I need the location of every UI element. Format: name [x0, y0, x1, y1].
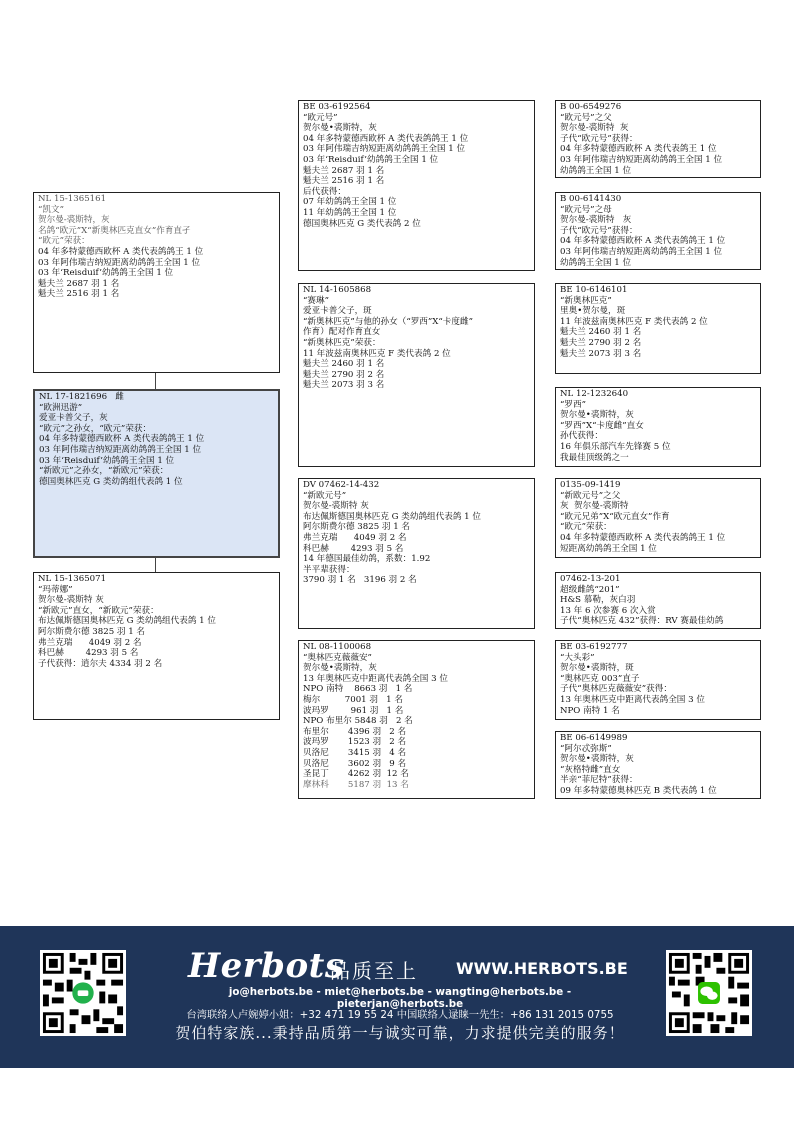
- dd-line-9: 布里尔 4396 羽 2 名: [303, 726, 407, 737]
- sds-line-7: 魁夫兰 2073 羽 3 名: [560, 348, 642, 359]
- sire-line-7: 03 年阿伟瑞吉纳短距离幼鸽鸽王全国 1 位: [38, 257, 201, 268]
- sss-line-5: 04 年多特蒙德西欧杯 A 类代表鸽王 1 位: [560, 144, 717, 155]
- ds-line-6: 弗兰克瑞 4049 羽 2 名: [303, 532, 407, 543]
- qr-code-right-icon: [666, 950, 752, 1036]
- dam-dam-card: [298, 640, 535, 799]
- sire-line-6: 04 年多特蒙德西欧杯 A 类代表鸽鸽王 1 位: [38, 246, 204, 257]
- sd-line-10: 魁夫兰 2073 羽 3 名: [303, 380, 385, 391]
- dd-line-11: 贝洛尼 3415 羽 4 名: [303, 747, 407, 758]
- ds-line-7: 科巴赫 4293 羽 5 名: [303, 543, 404, 554]
- subject-line-6: 03 年阿伟瑞吉纳短距离幼鸽鸽王全国 1 位: [39, 444, 202, 455]
- ddd-line-4: “灰格特雌”直女: [560, 764, 621, 775]
- dam-line-3: 贺尔曼-裘斯特 灰: [38, 595, 104, 606]
- dss-line-4: “欧元兄弟”X“欧元直女”作育: [560, 511, 670, 522]
- ss-line-4: 04 年多特蒙德西欧杯 A 类代表鸽鸽王 1 位: [303, 133, 469, 144]
- subject-line-4: “欧元”之孙女，“欧元”荣获：: [39, 423, 152, 434]
- sire-dam-sire-card: [555, 283, 761, 374]
- qr-code-right[interactable]: [666, 950, 752, 1036]
- subject-line-1: NL 17-1821696 雌: [39, 392, 124, 402]
- sire-line-10: 魁夫兰 2516 羽 1 名: [38, 289, 120, 300]
- sds-line-3: 里奥•贺尔曼，斑: [560, 306, 626, 317]
- ddd-line-3: 贺尔曼•裘斯特，灰: [560, 754, 634, 765]
- ddd-line-6: 09 年多特蒙德奥林匹克 B 类代表鸽 1 位: [560, 785, 717, 796]
- dam-line-9: 子代获得：逍尔夫 4334 羽 2 名: [38, 658, 163, 669]
- sd-line-4: “新奥林匹克”与他的孙女（“罗西”X“卡度雌”: [303, 316, 473, 327]
- sdd-line-1: NL 12-1232640: [560, 389, 629, 399]
- dam-dam-sire-card: [555, 640, 761, 720]
- ssd-line-7: 幼鸽鸽王全国 1 位: [560, 257, 632, 268]
- dsd-line-1: 07462-13-201: [560, 574, 621, 584]
- sss-line-6: 03 年阿伟瑞吉纳短距离幼鸽鸽王全国 1 位: [560, 154, 723, 165]
- ss-line-6: 03 年‘Reisduif’幼鸽鸽王全国 1 位: [303, 154, 439, 165]
- slogan-text: 品质至上: [330, 959, 418, 983]
- dam-sire-dam-card: [555, 572, 761, 629]
- dds-line-1: BE 03-6192777: [560, 642, 628, 652]
- sds-line-5: 魁夫兰 2460 羽 1 名: [560, 327, 642, 338]
- sd-line-3: 爱亚卡普父子，斑: [303, 306, 372, 317]
- dss-line-1: 0135-09-1419: [560, 480, 621, 490]
- dam-line-8: 科巴赫 4293 羽 5 名: [38, 648, 139, 659]
- dd-line-3: 贺尔曼•裘斯特，灰: [303, 663, 377, 674]
- ss-line-9: 后代获得：: [303, 186, 346, 197]
- phone-contacts: 台湾联络人卢婉婷小姐：+32 471 19 55 24 中国联络人逯睐一先生：+86 131 2015 0755: [186, 1009, 614, 1021]
- sd-line-2: “赛琳”: [303, 295, 329, 306]
- ds-line-9: 半平辈获得：: [303, 564, 355, 575]
- dss-line-3: 灰 贺尔曼-裘斯特: [560, 501, 629, 512]
- dd-line-10: 波玛罗 1523 羽 2 名: [303, 737, 407, 748]
- dds-line-6: 13 年奥林匹克中距离代表鸽全国 3 位: [560, 694, 705, 705]
- subject-line-8: “新欧元”之孙女，“新欧元”荣获：: [39, 466, 169, 477]
- ds-line-5: 阿尔斯费尔德 3825 羽 1 名: [303, 522, 411, 533]
- sdd-line-3: 贺尔曼•裘斯特，灰: [560, 410, 634, 421]
- dd-line-5: NPO 南特 8663 羽 1 名: [303, 684, 413, 695]
- ssd-line-2: “欧元号”之母: [560, 204, 612, 215]
- subject-pigeon-card: [33, 389, 280, 558]
- dam-sire-card: [298, 478, 535, 629]
- ss-line-2: “欧元号”: [303, 112, 338, 123]
- dss-line-6: 04 年多特蒙德西欧杯 A 类代表鸽鸽王 1 位: [560, 532, 726, 543]
- dds-line-7: NPO 南特 1 名: [560, 705, 620, 716]
- sss-line-7: 幼鸽鸽王全国 1 位: [560, 165, 632, 176]
- subject-line-5: 04 年多特蒙德西欧杯 A 类代表鸽鸽王 1 位: [39, 434, 205, 445]
- dam-line-4: “新欧元”直女，“新欧元”荣获：: [38, 605, 159, 616]
- ssd-line-6: 03 年阿伟瑞吉纳短距离幼鸽鸽王全国 1 位: [560, 246, 723, 257]
- dam-line-7: 弗兰克瑞 4049 羽 2 名: [38, 637, 142, 648]
- website-link[interactable]: WWW.HERBOTS.BE: [456, 959, 628, 978]
- ssd-line-1: B 00-6141430: [560, 194, 622, 204]
- sds-line-2: “新奥林匹克”: [560, 295, 612, 306]
- sdd-line-5: 孙代获得：: [560, 431, 603, 442]
- sire-line-2: “凯文”: [38, 204, 64, 215]
- sire-sire-card: [298, 100, 535, 271]
- ddd-line-2: “阿尔忒弥斯”: [560, 743, 612, 754]
- sdd-line-7: 我最佳顶级鸽之一: [560, 452, 629, 463]
- dam-line-2: “玛蒂娜”: [38, 584, 73, 595]
- ss-line-10: 07 年幼鸽鸽王全国 1 位: [303, 197, 397, 208]
- ddd-line-5: 半亲“菲尼特”获得：: [560, 775, 638, 786]
- subject-line-7: 03 年‘Reisduif’幼鸽鸽王全国 1 位: [39, 455, 175, 466]
- sds-line-4: 11 年波兹南奥林匹克 F 类代表鸽 2 位: [560, 316, 708, 327]
- sss-line-4: 子代“欧元号”获得：: [560, 133, 638, 144]
- dds-line-2: “大头彩”: [560, 652, 595, 663]
- ddd-line-1: BE 06-6149989: [560, 733, 628, 743]
- sire-line-3: 贺尔曼-裘斯特，灰: [38, 215, 110, 226]
- ss-line-8: 魁夫兰 2516 羽 1 名: [303, 176, 385, 187]
- ssd-line-5: 04 年多特蒙德西欧杯 A 类代表鸽鸽王 1 位: [560, 236, 726, 247]
- ssd-line-3: 贺尔曼-裘斯特 灰: [560, 215, 632, 226]
- connector-subject-dam: [155, 558, 156, 572]
- ss-line-5: 03 年阿伟瑞吉纳短距离幼鸽鸽王全国 1 位: [303, 144, 466, 155]
- sire-line-5: “欧元”荣获：: [38, 236, 90, 247]
- sire-line-9: 魁夫兰 2687 羽 1 名: [38, 278, 120, 289]
- dd-line-8: NPO 布里尔 5848 羽 2 名: [303, 716, 413, 727]
- ss-line-1: BE 03-6192564: [303, 102, 371, 112]
- sire-line-1: NL 15-1365161: [38, 194, 107, 204]
- family-motto: 贺伯特家族...秉持品质第一与诚实可靠，力求提供完美的服务！: [175, 1024, 625, 1042]
- dd-line-12: 贝洛尼 3602 羽 9 名: [303, 758, 407, 769]
- qr-code-left-icon: [40, 950, 126, 1036]
- connector-sire-subject: [155, 373, 156, 389]
- dd-line-7: 波玛罗 961 羽 1 名: [303, 705, 404, 716]
- dss-line-7: 短距离幼鸽鸽王全国 1 位: [560, 543, 657, 554]
- subject-line-2: “欧洲迅游”: [39, 402, 83, 413]
- dam-dam-dam-card: [555, 731, 761, 799]
- footer-banner: [0, 926, 794, 1068]
- dam-card: [33, 572, 280, 720]
- dss-line-2: “新欧元号”之父: [560, 490, 621, 501]
- dd-line-4: 13 年奥林匹克中距离代表鸽全国 3 位: [303, 673, 448, 684]
- dam-sire-sire-card: [555, 478, 761, 558]
- sire-sire-dam-card: [555, 192, 761, 270]
- sss-line-3: 贺尔曼-裘斯特 灰: [560, 123, 629, 134]
- sire-dam-dam-card: [555, 387, 761, 467]
- ds-line-8: 14 年德国最佳幼鸽，系数：1.92: [303, 554, 431, 565]
- dss-line-5: “欧元”荣获：: [560, 522, 612, 533]
- ds-line-1: DV 07462-14-432: [303, 480, 380, 490]
- ds-line-10: 3790 羽 1 名 3196 羽 2 名: [303, 575, 417, 586]
- dds-line-4: “奥林匹克 003”直子: [560, 673, 640, 684]
- ds-line-3: 贺尔曼-裘斯特 灰: [303, 501, 369, 512]
- subject-line-9: 德国奥林匹克 G 类幼鸽组代表鸽 1 位: [39, 476, 183, 487]
- sds-line-6: 魁夫兰 2790 羽 2 名: [560, 337, 642, 348]
- dam-line-1: NL 15-1365071: [38, 574, 107, 584]
- sd-line-7: 11 年波兹南奥林匹克 F 类代表鸽 2 位: [303, 348, 451, 359]
- sd-line-8: 魁夫兰 2460 羽 1 名: [303, 359, 385, 370]
- sds-line-1: BE 10-6146101: [560, 285, 628, 295]
- sire-sire-sire-card: [555, 100, 761, 178]
- sd-line-9: 魁夫兰 2790 羽 2 名: [303, 369, 385, 380]
- sire-line-4: 名鸽“欧元”X“新奥林匹克直女”作育直孑: [38, 225, 191, 236]
- dam-line-5: 布达佩斯德国奥林匹克 G 类幼鸽组代表鸽 1 位: [38, 616, 216, 627]
- dd-line-1: NL 08-1100068: [303, 642, 372, 652]
- sire-dam-card: [298, 283, 535, 467]
- sd-line-1: NL 14-1605868: [303, 285, 372, 295]
- ds-line-2: “新欧元号”: [303, 490, 347, 501]
- dd-line-14: 摩林科 5187 羽 13 名: [303, 779, 409, 790]
- dam-line-6: 阿尔斯费尔德 3825 羽 1 名: [38, 626, 146, 637]
- dd-line-6: 梅尔 7001 羽 1 名: [303, 694, 403, 705]
- sss-line-1: B 00-6549276: [560, 102, 622, 112]
- ss-line-12: 德国奥林匹克 G 类代表鸽 2 位: [303, 218, 421, 229]
- ss-line-11: 11 年幼鸽鸽王全国 1 位: [303, 207, 397, 218]
- dsd-line-4: 13 年 6 次参赛 6 次入赏: [560, 605, 656, 616]
- sss-line-2: “欧元号”之父: [560, 112, 612, 123]
- sd-line-5: 作育）配对作育直女: [303, 327, 381, 338]
- dsd-line-5: 子代“奥林匹克 432”获得：RV 赛最佳幼鸽: [560, 616, 724, 627]
- dds-line-3: 贺尔曼•裘斯特，斑: [560, 663, 634, 674]
- sdd-line-2: “罗西”: [560, 399, 586, 410]
- dd-line-13: 圣昆丁 4262 羽 12 名: [303, 769, 409, 780]
- qr-code-left[interactable]: [40, 950, 126, 1036]
- dd-line-2: “奥林匹克薇薇安”: [303, 652, 372, 663]
- email-contacts[interactable]: jo@herbots.be - miet@herbots.be - wangting@herbots.be - pieterjan@herbots.be: [228, 986, 572, 1010]
- dsd-line-3: H&S 慕勒，灰白羽: [560, 595, 636, 606]
- herbots-logo: Herbots: [188, 946, 345, 986]
- subject-line-3: 爱亚卡普父子，灰: [39, 413, 108, 424]
- sdd-line-6: 16 年俱乐部汽车先锋赛 5 位: [560, 441, 671, 452]
- ds-line-4: 布达佩斯德国奥林匹克 G 类幼鸽组代表鸽 1 位: [303, 511, 481, 522]
- sire-line-8: 03 年‘Reisduif’幼鸽鸽王全国 1 位: [38, 268, 174, 279]
- ssd-line-4: 子代“欧元号”获得：: [560, 225, 638, 236]
- dds-line-5: 子代“奥林匹克薇薇安”获得：: [560, 684, 672, 695]
- sdd-line-4: “罗西”X“卡度雌”直女: [560, 420, 644, 431]
- ss-line-3: 贺尔曼•裘斯特，灰: [303, 123, 377, 134]
- dsd-line-2: 超级雌鸽“201”: [560, 584, 620, 595]
- ss-line-7: 魁夫兰 2687 羽 1 名: [303, 165, 385, 176]
- sire-card: [33, 192, 280, 373]
- sd-line-6: “新奥林匹克”荣获：: [303, 337, 381, 348]
